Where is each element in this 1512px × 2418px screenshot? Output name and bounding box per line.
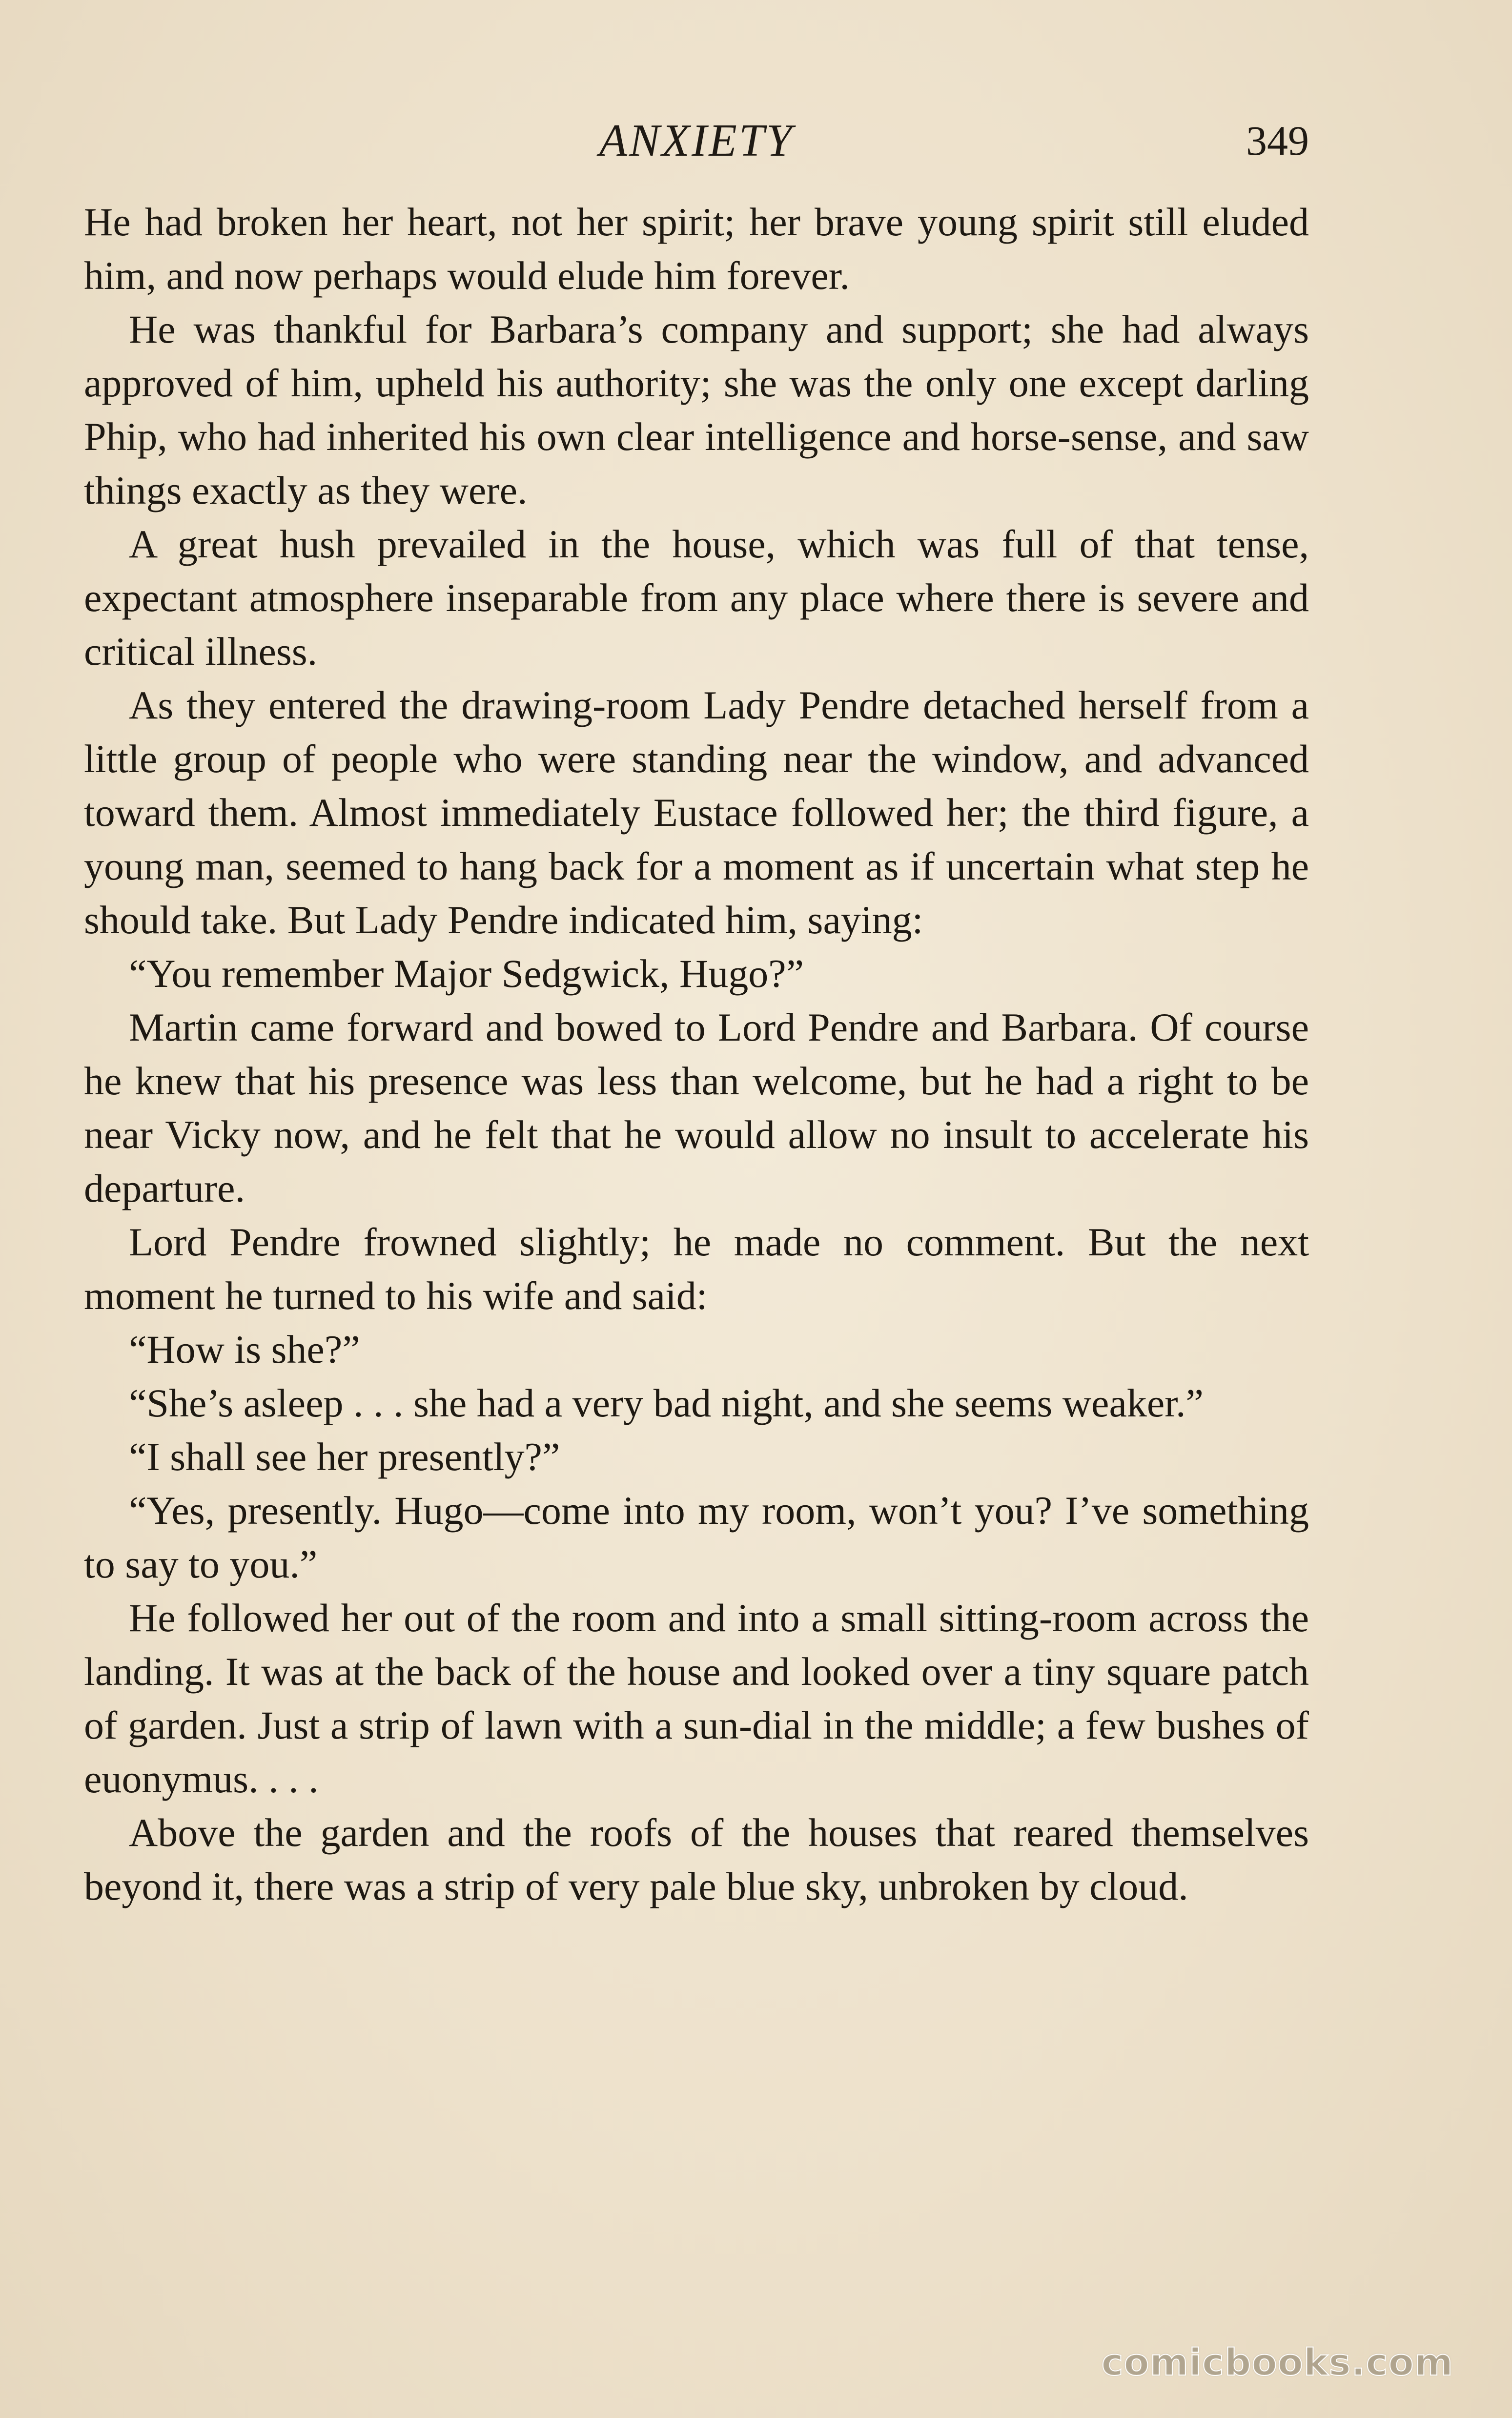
paragraph: He was thankful for Barbara’s company and support; she had always approved of him, upheld his authority; she was the only one except darling Phip, who had inherited his own clear intelligence and horse-sense, and saw things exactly as they were. — [84, 307, 1309, 512]
paragraph: Martin came forward and bowed to Lord Pendre and Barbara. Of course he knew that his presence was less than welcome, but he had a right to be near Vicky now, and he felt that he would allow no insult to accelerate his departure. — [84, 1005, 1309, 1210]
paragraph: He followed her out of the room and into a small sitting-room across the landing. It was at the back of the house and looked over a tiny square patch of garden. Just a strip of lawn with a sun-dial in the middle; a few bushes of euonymus. . . . — [84, 1596, 1309, 1801]
body-text — [84, 195, 1309, 1913]
page-header — [84, 111, 1309, 170]
paragraph: “I shall see her presently?” — [129, 1434, 560, 1479]
paragraph: A great hush prevailed in the house, which was full of that tense, expectant atmosphere inseparable from any place where there is severe and critical illness. — [84, 522, 1309, 674]
paragraph: Lord Pendre frowned slightly; he made no comment. But the next moment he turned to his wife and said: — [84, 1220, 1309, 1318]
paragraph: “How is she?” — [129, 1327, 360, 1372]
paragraph: “Yes, presently. Hugo—come into my room, won’t you? I’ve something to say to you.” — [84, 1488, 1309, 1586]
page-number: 349 — [1246, 117, 1309, 164]
watermark: comicbooks.com — [1101, 2340, 1453, 2384]
paragraph: As they entered the drawing-room Lady Pendre detached herself from a little group of people who were standing near the window, and advanced toward them. Almost immediately Eustace followed her; the third figure, a young man, seemed to hang back for a moment as if uncertain what step he should take. But Lady Pendre indicated him, saying: — [84, 683, 1309, 942]
paragraph: “She’s asleep . . . she had a very bad night, and she seems weaker.” — [129, 1381, 1204, 1425]
paragraph: “You remember Major Sedgwick, Hugo?” — [129, 951, 804, 996]
paragraph: Above the garden and the roofs of the houses that reared themselves beyond it, there was a strip of very pale blue sky, unbroken by cloud. — [84, 1810, 1309, 1908]
running-title: ANXIETY — [599, 115, 794, 166]
paragraph: He had broken her heart, not her spirit; her brave young spirit still eluded him, and now perhaps would elude him forever. — [84, 200, 1309, 298]
